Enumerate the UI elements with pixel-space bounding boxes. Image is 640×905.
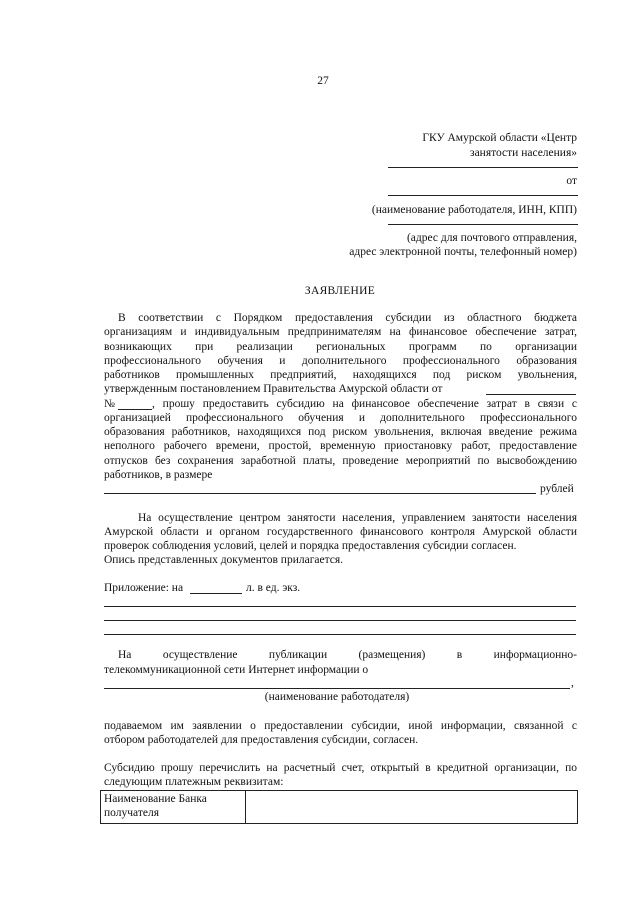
table-row [101, 791, 578, 824]
bank-name-label-line-1: Наименование Банка [104, 793, 207, 805]
document-title: ЗАЯВЛЕНИЕ [304, 285, 376, 297]
para1-line-10: неполного рабочего времени, простой, временную приостановку работ, предоставление [104, 440, 577, 452]
para1-line-3: возникающих при реализации региональных программ по организации [104, 341, 577, 353]
attachment-blank-line-3 [104, 634, 576, 635]
attachment-blank-line-1 [104, 606, 576, 607]
decree-number-label: № [104, 398, 115, 410]
bank-name-label [101, 791, 246, 824]
attachment-suffix: л. в ед. экз. [246, 582, 301, 594]
addressee-line-2: занятости населения» [470, 147, 577, 159]
attachment-prefix: Приложение: на [104, 582, 184, 594]
addressee-blank-line [388, 167, 578, 168]
para2-line-2: Амурской области и органом государственного финансового контроля Амурской области [104, 526, 577, 538]
bank-name-label-line-2: получателя [104, 807, 159, 819]
attachment-blank-line-2 [104, 620, 576, 621]
employer-blank-line [388, 195, 578, 196]
employer-name-blank-line [104, 688, 570, 689]
para1-line-7: , прошу предоставить субсидию на финансовое обеспечение затрат в связи с [152, 398, 577, 410]
para1-line-9: образования работников, находящихся под риском увольнения, включая введение режима [104, 426, 577, 438]
decree-date-blank [486, 394, 576, 395]
inventory-note: Опись представленных документов прилагается. [104, 554, 344, 566]
para2-line-1: На осуществление центром занятости населения, управлением занятости населения [138, 512, 577, 524]
para1-line-2: организациям и индивидуальным предпринимателям на финансовое обеспечение затрат, [104, 326, 577, 338]
address-blank-line [388, 224, 578, 225]
from-label: от [566, 175, 577, 187]
addressee-line-1: ГКУ Амурской области «Центр [422, 132, 577, 144]
address-caption-2: адрес электронной почты, телефонный номер) [349, 246, 577, 258]
publication-line-1: На осуществление публикации (размещения) в информационно- [118, 649, 577, 661]
para1-line-8: организацией профессионального обучения и дополнительного профессионального [104, 412, 577, 424]
amount-blank-line [104, 493, 536, 494]
para1-line-4: профессионального обучения и дополнительного профессионального образования [104, 355, 577, 367]
address-caption-1: (адрес для почтового отправления, [406, 232, 577, 244]
comma: , [571, 677, 574, 689]
para4-line-1: Субсидию прошу перечислить на расчетный счет, открытый в кредитной организации, по [104, 762, 577, 774]
rubles-label: рублей [540, 483, 574, 495]
employer-name-caption: (наименование работодателя) [264, 691, 410, 703]
attachment-pages-blank [190, 593, 242, 594]
para1-line-5: работников промышленных предприятий, находящихся под риском увольнения, [104, 369, 577, 381]
publication-line-2: телекоммуникационной сети Интернет информации о [104, 664, 369, 676]
employer-caption: (наименование работодателя, ИНН, КПП) [371, 204, 577, 216]
decree-number-blank [118, 409, 152, 410]
para1-line-6: утвержденным постановлением Правительства Амурской области от [104, 383, 443, 395]
para2-line-3: проверок соблюдения условий, целей и порядка предоставления субсидии согласен. [104, 540, 517, 552]
para1-line-11: отпусков без сохранения заработной платы, проведение мероприятий по высвобождению [104, 455, 577, 467]
para3-line-2: отбором работодателей для предоставления субсидии, согласен. [104, 734, 419, 746]
para1-line-1: В соответствии с Порядком предоставления субсидии из областного бюджета [118, 312, 577, 324]
para4-line-2: следующим платежным реквизитам: [104, 776, 284, 788]
bank-name-value[interactable] [246, 791, 578, 824]
bank-details-table [100, 790, 578, 824]
para3-line-1: подаваемом им заявлении о предоставлении субсидии, иной информации, связанной с [104, 720, 577, 732]
page-number: 27 [317, 75, 329, 87]
para1-line-12: работников, в размере [104, 469, 213, 481]
